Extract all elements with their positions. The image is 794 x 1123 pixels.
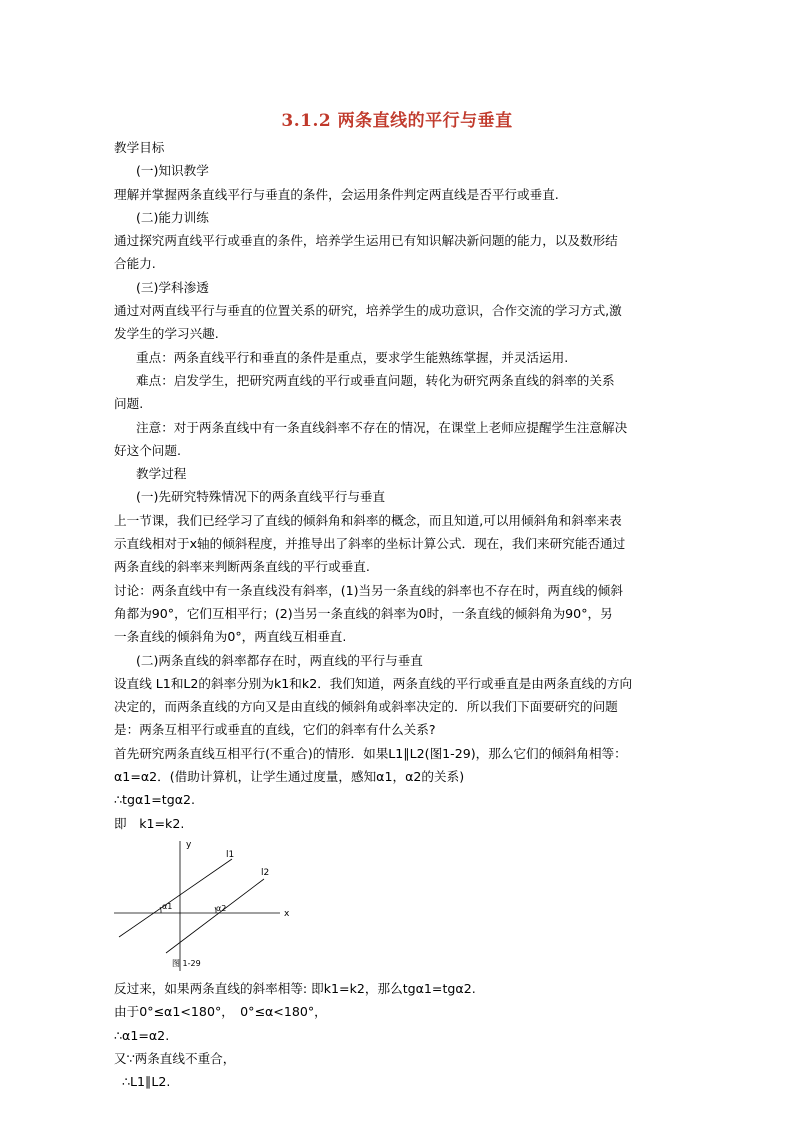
paragraph: 上一节课，我们已经学习了直线的倾斜角和斜率的概念，而且知道,可以用倾斜角和斜率来表 [114,512,622,528]
line-l1 [119,859,232,937]
formula-line: ∴α1=α2. [114,1027,170,1043]
angle-2-label: α2 [216,903,227,913]
paragraph: 角都为90°，它们互相平行；(2)当另一条直线的斜率为0时，一条直线的倾斜角为90°，另 [114,605,613,621]
paragraph: 决定的，而两条直线的方向又是由直线的倾斜角或斜率决定的．所以我们下面要研究的问题 [114,699,618,715]
section-heading: 教学目标 [114,140,165,155]
line-l2-label: l2 [261,867,270,878]
paragraph: 讨论：两条直线中有一条直线没有斜率，(1)当另一条直线的斜率也不存在时，两直线的倾斜 [114,582,623,598]
paragraph: 设直线 L1和L2的斜率分别为k1和k2．我们知道，两条直线的平行或垂直是由两条直线的方向 [114,675,633,691]
formula-line: ∴tgα1=tgα2. [114,792,196,808]
subsection-heading: (一)知识教学 [136,163,209,179]
paragraph: 通过探究两直线平行或垂直的条件，培养学生运用已有知识解决新问题的能力，以及数形结 [114,233,618,249]
formula-line: α1=α2．(借助计算机，让学生通过度量，感知α1，α2的关系) [114,769,465,785]
paragraph: 一条直线的倾斜角为0°，两直线互相垂直. [114,629,347,645]
y-axis-label: y [186,840,192,850]
section-heading: 教学过程 [136,466,187,482]
formula-line: 又∵两条直线不重合， [114,1050,236,1066]
page-title: 3.1.2 两条直线的平行与垂直 [281,111,513,131]
figure-diagram [114,841,304,973]
formula-line: 由于0°≤α1<180°， 0°≤α<180°， [114,1004,327,1020]
subsection-heading: (一)先研究特殊情况下的两条直线平行与垂直 [136,489,386,505]
paragraph: 发学生的学习兴趣. [114,326,219,342]
subsection-heading: (三)学科渗透 [136,279,209,295]
paragraph: 示直线相对于x轴的倾斜程度，并推导出了斜率的坐标计算公式．现在，我们来研究能否通过 [114,536,626,552]
paragraph: 反过来，如果两条直线的斜率相等: 即k1=k2，那么tgα1=tgα2. [114,980,476,996]
paragraph: 好这个问题. [114,442,181,458]
x-axis-label: x [284,908,290,919]
paragraph: 两条直线的斜率来判断两条直线的平行或垂直. [114,559,370,575]
figure-1-29 [114,841,304,973]
paragraph: 问题. [114,396,144,412]
figure-caption: 图 1-29 [172,958,201,968]
difficulty: 难点：启发学生，把研究两直线的平行或垂直问题，转化为研究两条直线的斜率的关系 [136,372,615,388]
paragraph: 首先研究两条直线互相平行(不重合)的情形．如果L1∥L2(图1-29)，那么它们的倾斜角相等： [114,745,627,761]
paragraph: 通过对两直线平行与垂直的位置关系的研究，培养学生的成功意识，合作交流的学习方式,激 [114,303,622,319]
line-l1-label: l1 [226,849,235,860]
note: 注意：对于两条直线中有一条直线斜率不存在的情况，在课堂上老师应提醒学生注意解决 [136,419,628,435]
formula-line: 即 k1=k2. [114,815,185,831]
key-point: 重点：两条直线平行和垂直的条件是重点，要求学生能熟练掌握，并灵活运用. [136,349,569,365]
formula-line: ∴L1∥L2. [122,1074,171,1090]
line-l2 [166,879,264,953]
subsection-heading: (二)两条直线的斜率都存在时，两直线的平行与垂直 [136,652,423,668]
document-body [114,136,689,1093]
paragraph: 合能力. [114,256,156,272]
angle-1-label: α1 [162,901,173,911]
subsection-heading: (二)能力训练 [136,209,209,225]
paragraph: 理解并掌握两条直线平行与垂直的条件，会运用条件判定两直线是否平行或垂直. [114,186,559,202]
paragraph: 是：两条互相平行或垂直的直线，它们的斜率有什么关系? [114,722,436,738]
